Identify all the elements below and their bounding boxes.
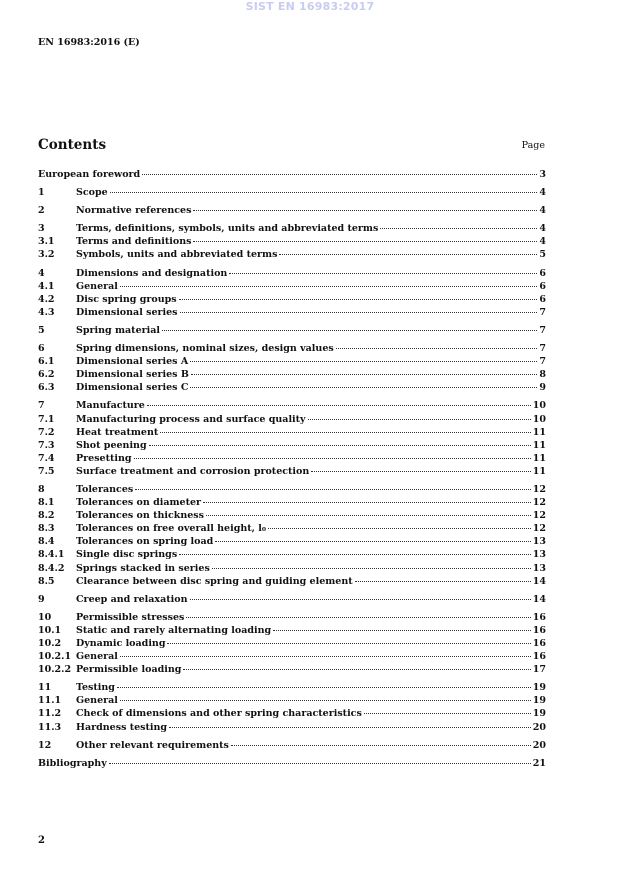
toc-entry-number: 4.3	[38, 306, 55, 318]
toc-entry-page: 11	[532, 439, 546, 451]
toc-entry-title: Static and rarely alternating loading	[76, 624, 272, 636]
toc-entry-title: Terms, definitions, symbols, units and abbreviated terms	[76, 223, 379, 235]
toc-dot-leader	[380, 228, 537, 229]
toc-entry[interactable]	[38, 280, 546, 293]
toc-entry-number: 10.1	[38, 624, 62, 636]
toc-entry-page: 8	[539, 369, 546, 381]
toc-entry-title: Permissible loading	[76, 664, 182, 676]
toc-entry-number: 8.4.2	[38, 562, 65, 574]
toc-dot-leader	[109, 763, 531, 764]
toc-entry[interactable]	[38, 624, 546, 637]
toc-entry[interactable]	[38, 248, 546, 261]
toc-entry[interactable]	[38, 168, 546, 181]
toc-entry-page: 6	[539, 280, 546, 292]
toc-entry[interactable]	[38, 324, 546, 337]
toc-entry-title: Terms and definitions	[76, 236, 192, 248]
toc-entry-number: 9	[38, 593, 45, 605]
toc-dot-leader	[120, 656, 531, 657]
toc-entry[interactable]	[38, 562, 546, 575]
toc-entry-page: 3	[539, 169, 546, 180]
toc-entry-page: 5	[539, 249, 546, 261]
toc-dot-leader	[193, 210, 537, 211]
toc-entry-number: 8.4	[38, 536, 55, 548]
toc-dot-leader	[179, 299, 538, 300]
toc-entry[interactable]	[38, 721, 546, 734]
toc-dot-leader	[229, 273, 537, 274]
toc-dot-leader	[279, 254, 537, 255]
toc-entry-page: 10	[532, 400, 546, 412]
toc-entry-number: 3.2	[38, 249, 55, 261]
toc-entry-number: 11.3	[38, 721, 62, 733]
toc-entry[interactable]	[38, 681, 546, 694]
toc-entry[interactable]	[38, 575, 546, 588]
toc-dot-leader	[120, 286, 537, 287]
toc-entry[interactable]	[38, 426, 546, 439]
toc-entry-title: General	[76, 651, 118, 663]
toc-entry-title: Tolerances	[76, 483, 134, 495]
toc-dot-leader	[364, 713, 531, 714]
toc-entry-page: 16	[532, 638, 546, 649]
toc-dot-leader	[308, 419, 531, 420]
toc-entry-number: 2	[38, 205, 45, 217]
toc-dot-leader	[134, 458, 531, 459]
toc-dot-leader	[268, 528, 531, 529]
toc-entry-page: 14	[532, 575, 546, 587]
toc-entry-page: 7	[539, 306, 546, 318]
toc-entry-title: Clearance between disc spring and guiding element	[76, 575, 353, 587]
toc-entry-number: 8	[38, 483, 45, 495]
toc-entry-page: 14	[532, 593, 546, 605]
toc-entry[interactable]	[38, 368, 546, 381]
toc-entry-page: 20	[532, 721, 546, 733]
toc-dot-leader	[179, 554, 531, 555]
toc-entry-title: Surface treatment and corrosion protection	[76, 465, 310, 477]
toc-entry-title: Manufacturing process and surface quality	[76, 413, 306, 425]
toc-entry[interactable]	[38, 439, 546, 452]
toc-dot-leader	[191, 374, 538, 375]
toc-entry-title: Single disc springs	[76, 549, 178, 561]
toc-entry-number: 6.3	[38, 382, 55, 394]
toc-entry[interactable]	[38, 186, 546, 199]
toc-dot-leader	[190, 599, 531, 600]
toc-entry-number: 4.1	[38, 280, 55, 292]
toc-entry-number: 12	[38, 739, 52, 751]
toc-entry[interactable]	[38, 204, 546, 217]
toc-entry[interactable]	[38, 522, 546, 535]
toc-dot-leader	[149, 445, 531, 446]
toc-entry-title: Normative references	[76, 205, 192, 217]
toc-entry-title: Dynamic loading	[76, 638, 166, 649]
toc-entry-page: 16	[532, 624, 546, 636]
toc-entry[interactable]	[38, 757, 546, 770]
toc-entry-number: 8.3	[38, 523, 55, 535]
toc-entry[interactable]	[38, 593, 546, 606]
toc-entry-title: Tolerances on thickness	[76, 510, 204, 522]
toc-entry-page: 13	[532, 562, 546, 574]
toc-entry-number: 5	[38, 324, 45, 336]
toc-entry[interactable]	[38, 548, 546, 561]
toc-entry-number: 3.1	[38, 236, 55, 248]
toc-dot-leader	[147, 405, 531, 406]
toc-entry[interactable]	[38, 465, 546, 478]
toc-entry-number: 8.4.1	[38, 549, 65, 561]
toc-entry-page: 13	[532, 536, 546, 548]
toc-entry[interactable]	[38, 509, 546, 522]
toc-entry-page: 4	[539, 205, 546, 217]
toc-entry-number: 11	[38, 682, 52, 694]
toc-entry-title: Dimensional series A	[76, 356, 189, 368]
toc-entry[interactable]	[38, 381, 546, 394]
toc-entry-number: 7.5	[38, 465, 55, 477]
toc-dot-leader	[135, 489, 531, 490]
toc-entry-page: 4	[539, 223, 546, 235]
toc-entry-title: Disc spring groups	[76, 293, 177, 305]
toc-entry-number: 3	[38, 223, 45, 235]
toc-entry[interactable]	[38, 739, 546, 752]
toc-entry-page: 13	[532, 549, 546, 561]
toc-entry-number: 10	[38, 611, 52, 623]
toc-dot-leader	[183, 669, 530, 670]
toc-entry-number: 6.2	[38, 369, 55, 381]
toc-dot-leader	[190, 387, 537, 388]
toc-entry[interactable]	[38, 694, 546, 707]
toc-entry-page: 17	[532, 664, 546, 676]
toc-dot-leader	[169, 727, 531, 728]
toc-entry-page: 19	[532, 708, 546, 720]
toc-dot-leader	[203, 502, 531, 503]
toc-entry-title: Check of dimensions and other spring characteristics	[76, 708, 362, 720]
toc-entry-page: 7	[539, 356, 546, 368]
toc-entry-number: 7.4	[38, 452, 55, 464]
toc-dot-leader	[273, 630, 531, 631]
toc-entry-page: 6	[539, 267, 546, 279]
toc-entry-title: Symbols, units and abbreviated terms	[76, 249, 278, 261]
toc-entry-title: Presetting	[76, 452, 132, 464]
toc-dot-leader	[186, 617, 530, 618]
toc-entry-title: Springs stacked in series	[76, 562, 210, 574]
toc-entry-number: 11.1	[38, 695, 62, 707]
toc-entry[interactable]	[38, 637, 546, 650]
toc-entry-title: Hardness testing	[76, 721, 168, 733]
toc-dot-leader	[193, 241, 537, 242]
toc-entry-page: 11	[532, 426, 546, 438]
toc-entry-title: Tolerances on spring load	[76, 536, 214, 548]
toc-entry-title: Dimensional series	[76, 306, 178, 318]
toc-entry-page: 16	[532, 651, 546, 663]
toc-dot-leader	[190, 361, 537, 362]
toc-dot-leader	[206, 515, 531, 516]
toc-entry-page: 12	[532, 510, 546, 522]
toc-entry-number: 7.2	[38, 426, 55, 438]
toc-entry-number: 7.1	[38, 413, 55, 425]
toc-entry-title: Heat treatment	[76, 426, 159, 438]
toc-entry-number: 6.1	[38, 356, 55, 368]
toc-entry-number: 8.2	[38, 510, 55, 522]
toc-entry-title: Shot peening	[76, 439, 147, 451]
toc-entry-page: 7	[539, 324, 546, 336]
toc-entry-title: European foreword	[38, 169, 141, 180]
toc-entry-title: Spring material	[76, 324, 160, 336]
toc-entry-page: 20	[532, 739, 546, 751]
toc-entry-number: 11.2	[38, 708, 62, 720]
toc-entry[interactable]	[38, 707, 546, 720]
toc-entry-title: Spring dimensions, nominal sizes, design values	[76, 343, 334, 355]
toc-entry[interactable]	[38, 222, 546, 235]
toc-entry-title: General	[76, 280, 118, 292]
toc-entry-number: 8.1	[38, 497, 55, 509]
toc-entry-title: Permissible stresses	[76, 611, 185, 623]
toc-entry[interactable]	[38, 663, 546, 676]
toc-dot-leader	[117, 687, 531, 688]
toc-entry-number: 1	[38, 187, 45, 199]
toc-dot-leader	[355, 581, 531, 582]
toc-dot-leader	[120, 700, 531, 701]
toc-entry[interactable]	[38, 293, 546, 306]
toc-entry-title: Creep and relaxation	[76, 593, 188, 605]
toc-entry[interactable]	[38, 611, 546, 624]
footer-page-number: 2	[38, 835, 45, 846]
toc-dot-leader	[110, 192, 538, 193]
toc-dot-leader	[160, 432, 531, 433]
toc-entry[interactable]	[38, 535, 546, 548]
toc-entry[interactable]	[38, 235, 546, 248]
toc-entry[interactable]	[38, 650, 546, 663]
toc-entry[interactable]	[38, 413, 546, 426]
toc-entry-number: 8.5	[38, 575, 55, 587]
toc-entry-page: 12	[532, 523, 546, 535]
toc-entry-title: Tolerances on free overall height, l₀	[76, 523, 267, 535]
toc-entry-number: 10.2.1	[38, 651, 72, 663]
toc-entry-title: Other relevant requirements	[76, 739, 229, 751]
toc-entry-title: Dimensional series C	[76, 382, 189, 394]
toc-entry-page: 21	[532, 757, 546, 769]
toc-entry-page: 12	[532, 497, 546, 509]
toc-entry-number: 7.3	[38, 439, 55, 451]
toc-entry[interactable]	[38, 306, 546, 319]
toc-entry[interactable]	[38, 483, 546, 496]
toc-entry-page: 7	[539, 343, 546, 355]
toc-entry-page: 19	[532, 695, 546, 707]
contents-heading: Contents	[38, 137, 107, 153]
toc-entry-number: 4	[38, 267, 45, 279]
toc-dot-leader	[180, 312, 538, 313]
toc-entry[interactable]	[38, 342, 546, 355]
toc-entry-number: 10.2.2	[38, 664, 72, 676]
toc-entry-page: 4	[539, 187, 546, 199]
toc-entry-page: 11	[532, 452, 546, 464]
toc-entry[interactable]	[38, 399, 546, 412]
toc-dot-leader	[142, 174, 537, 175]
toc-entry-page: 6	[539, 293, 546, 305]
toc-dot-leader	[215, 541, 530, 542]
toc-entry-title: Scope	[76, 187, 108, 199]
toc-entry-title: Dimensional series B	[76, 369, 189, 381]
toc-entry-page: 16	[532, 611, 546, 623]
toc-entry-page: 9	[539, 382, 546, 394]
toc-entry-number: 10.2	[38, 638, 62, 649]
toc-entry-title: Tolerances on diameter	[76, 497, 202, 509]
toc-entry-page: 11	[532, 465, 546, 477]
toc-entry[interactable]	[38, 496, 546, 509]
document-reference: EN 16983:2016 (E)	[38, 37, 140, 48]
toc-entry-title: Dimensions and designation	[76, 267, 228, 279]
toc-entry-page: 12	[532, 483, 546, 495]
toc-entry-number: 6	[38, 343, 45, 355]
toc-entry-title: General	[76, 695, 118, 707]
table-of-contents	[38, 168, 546, 770]
toc-entry-title: Testing	[76, 682, 115, 694]
page-column-label: Page	[521, 140, 545, 151]
toc-entry-page: 19	[532, 682, 546, 694]
toc-dot-leader	[311, 471, 531, 472]
toc-entry-title: Manufacture	[76, 400, 145, 412]
toc-entry-title: Bibliography	[38, 757, 107, 769]
toc-entry[interactable]	[38, 452, 546, 465]
toc-entry-number: 4.2	[38, 293, 55, 305]
toc-dot-leader	[231, 745, 531, 746]
toc-dot-leader	[336, 348, 538, 349]
toc-dot-leader	[167, 643, 530, 644]
watermark: SIST EN 16983:2017	[245, 0, 375, 13]
toc-entry-page: 4	[539, 236, 546, 248]
toc-dot-leader	[212, 568, 531, 569]
toc-entry-page: 10	[532, 413, 546, 425]
toc-dot-leader	[162, 330, 537, 331]
toc-entry[interactable]	[38, 267, 546, 280]
toc-entry[interactable]	[38, 355, 546, 368]
toc-entry-number: 7	[38, 400, 45, 412]
